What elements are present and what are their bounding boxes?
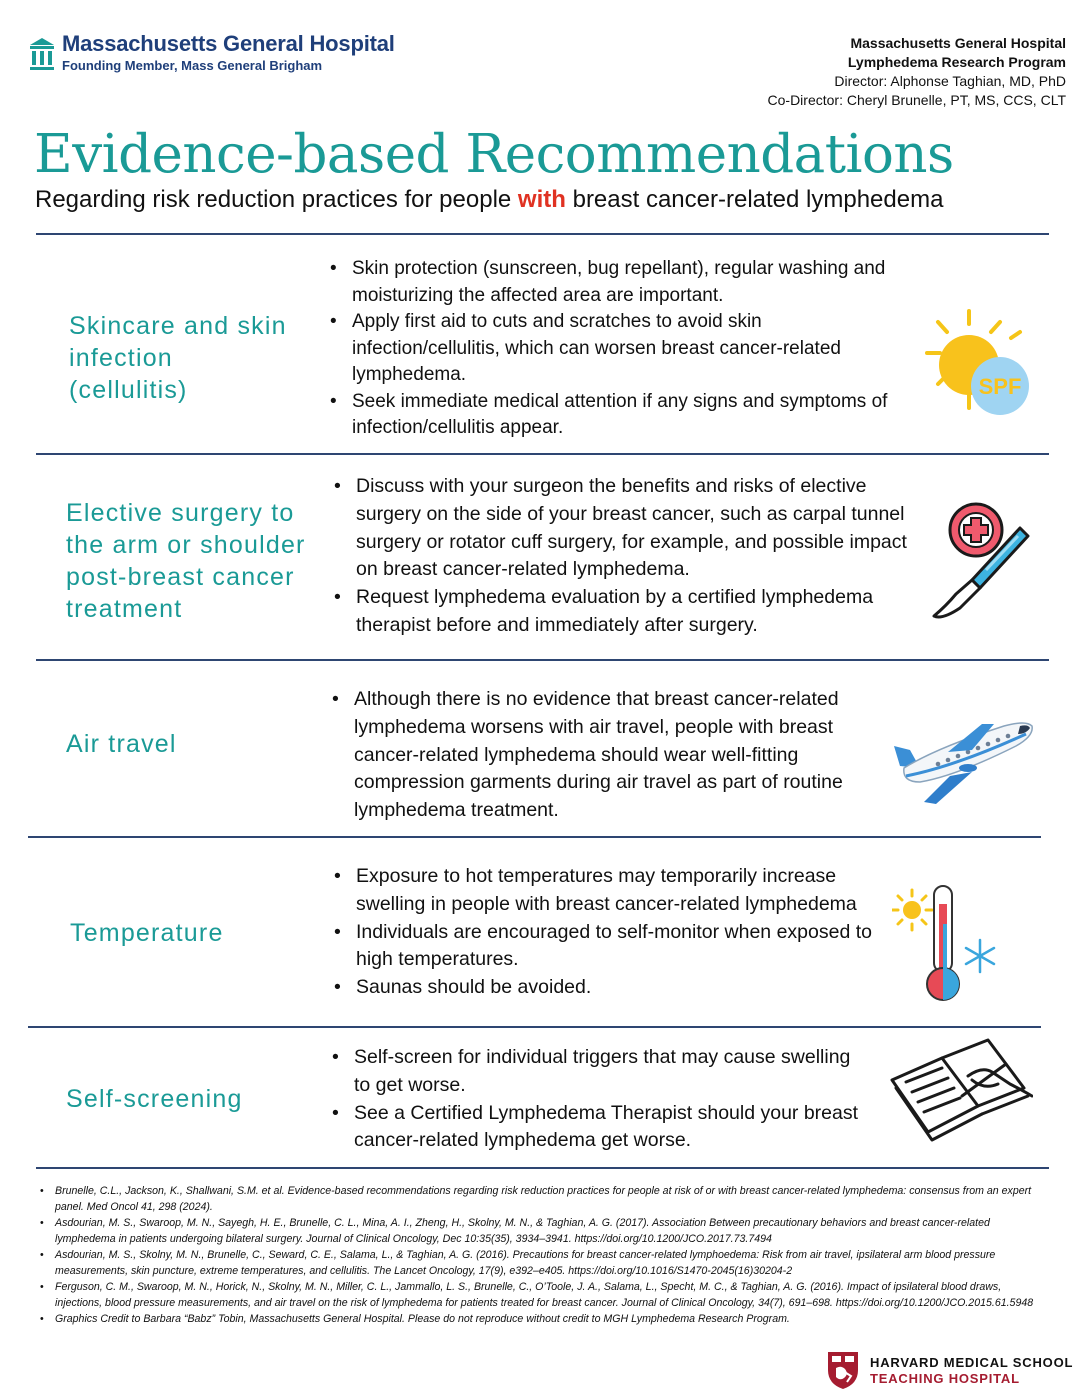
sun-spf-icon: [924, 308, 1034, 428]
references-list: [36, 1183, 1036, 1327]
subtitle-after: breast cancer-related lymphedema: [565, 186, 944, 213]
list-item: • See a Certified Lymphedema Therapist should your breast cancer-related lymphedema get worse.: [332, 1100, 872, 1156]
bullet-list-air-travel: [332, 686, 852, 825]
divider: [36, 233, 1049, 235]
reference-item: • Brunelle, C.L., Jackson, K., Shallwani, S.M. et al. Evidence-based recommendations regarding risk reduction practices for people at risk of or with breast cancer-related lymphedema: consensus from an expert panel. Med Oncol 41, 298 (2024).: [36, 1183, 1036, 1215]
list-item: • Saunas should be avoided.: [334, 974, 904, 1002]
divider: [36, 1167, 1049, 1169]
list-item: • Discuss with your surgeon the benefits and risks of elective surgery on the side of your breast cancer, such as carpal tunnel surgery or rotator cuff surgery, for example, and possible impact on breast cancer-related lymphedema.: [334, 473, 914, 584]
list-item: • Although there is no evidence that breast cancer-related lymphedema worsens with air travel, people with breast cancer-related lymphedema should wear well-fitting compression garments during air travel as part of routine lymphedema treatment.: [332, 686, 852, 825]
program-info: [768, 34, 1066, 110]
subtitle-highlight: with: [517, 186, 566, 213]
section-title-temperature: Temperature: [70, 919, 224, 947]
bullet-list-self-screening: [332, 1044, 872, 1155]
list-item: • Skin protection (sunscreen, bug repellant), regular washing and moisturizing the affected area are important.: [330, 256, 910, 309]
section-title-self-screening: Self-screening: [66, 1085, 243, 1113]
program-name: Lymphedema Research Program: [847, 54, 1066, 70]
scalpel-medical-cross-icon: [928, 500, 1038, 625]
reference-item: • Ferguson, C. M., Swaroop, M. N., Horick, N., Skolny, M. N., Miller, C. L., Jammallo, L. S., Brunelle, C., O’Toole, J. A., Salama, L., Specht, M. C., & Taghian, A. G. (2016). Impact of ipsilateral blood draws, injections, blood pressure measurements, and air travel on the risk of lymphedema for patients treated for breast cancer. Journal of Clinical Oncology, 34(7), 691–698. https://doi.org/10.1200/JCO.2015.61.5948: [36, 1279, 1036, 1311]
list-item: • Self-screen for individual triggers that may cause swelling to get worse.: [332, 1044, 872, 1100]
bullet-list-elective-surgery: [334, 473, 914, 640]
list-item: • Individuals are encouraged to self-monitor when exposed to high temperatures.: [334, 919, 904, 975]
harvard-shield-icon: [827, 1350, 859, 1390]
bullet-list-temperature: [334, 863, 904, 1002]
page-subtitle: [35, 186, 943, 214]
program-director: Director: Alphonse Taghian, MD, PhD: [834, 73, 1066, 89]
list-item: • Seek immediate medical attention if any signs and symptoms of infection/cellulitis appear.: [330, 389, 910, 442]
section-title-skincare: Skincare and skin infection (cellulitis): [69, 312, 287, 404]
program-co-director: Co-Director: Cheryl Brunelle, PT, MS, CCS, CLT: [767, 92, 1066, 108]
divider: [28, 836, 1041, 838]
teaching-hospital: TEACHING HOSPITAL: [870, 1371, 1020, 1386]
page-title: Evidence-based Recommendations: [34, 124, 954, 185]
subtitle-before: Regarding risk reduction practices for people: [35, 186, 518, 213]
bullet-list-skincare: [330, 256, 910, 442]
mgh-logo-icon: [28, 36, 56, 74]
hospital-name: Massachusetts General Hospital: [62, 31, 395, 56]
hospital-affiliation: Founding Member, Mass General Brigham: [62, 58, 323, 73]
harvard-medical-school: HARVARD MEDICAL SCHOOL: [870, 1355, 1074, 1370]
program-hospital: Massachusetts General Hospital: [850, 35, 1066, 51]
reference-item: • Asdourian, M. S., Swaroop, M. N., Sayegh, H. E., Brunelle, C. L., Mina, A. I., Zheng, H., Skolny, M. N., & Taghian, A. G. (2017). Association Between precautionary behaviors and breast cancer-related lymphedema in patients undergoing bilateral surgery. Journal of Clinical Oncology, Dec 10:35(35), 3934–3941. https://doi.org/10.1200/JCO.2017.73.7494: [36, 1215, 1036, 1247]
reference-item: • Graphics Credit to Barbara “Babz” Tobin, Massachusetts General Hospital. Please do not reproduce without credit to MGH Lymphedema Research Program.: [36, 1311, 1036, 1327]
list-item: • Apply first aid to cuts and scratches to avoid skin infection/cellulitis, which can worsen breast cancer-related lymphedema.: [330, 309, 910, 389]
divider: [36, 659, 1049, 661]
divider: [36, 453, 1049, 455]
thermometer-icon: [892, 884, 1002, 1004]
section-title-air-travel: Air travel: [66, 730, 177, 758]
reference-item: • Asdourian, M. S., Skolny, M. N., Brunelle, C., Seward, C. E., Salama, L., & Taghian, A. G. (2016). Precautions for breast cancer-related lymphoedema: Risk from air travel, ipsilateral arm blood pressure measurements, skin puncture, extreme temperatures, and cellulitis. The Lancet Oncology, 17(9), e392–e405. https://doi.org/10.1016/S1470-2045(16)30204-2: [36, 1247, 1036, 1279]
list-item: • Exposure to hot temperatures may temporarily increase swelling in people with breast cancer-related lymphedema: [334, 863, 904, 919]
writing-notebook-icon: [888, 1036, 1033, 1146]
divider: [28, 1026, 1041, 1028]
list-item: • Request lymphedema evaluation by a certified lymphedema therapist before and immediately after surgery.: [334, 584, 914, 640]
spf-label: SPF: [978, 374, 1022, 399]
airplane-icon: [876, 716, 1036, 806]
section-title-elective-surgery: Elective surgery to the arm or shoulder post-breast cancer treatment: [66, 499, 306, 623]
